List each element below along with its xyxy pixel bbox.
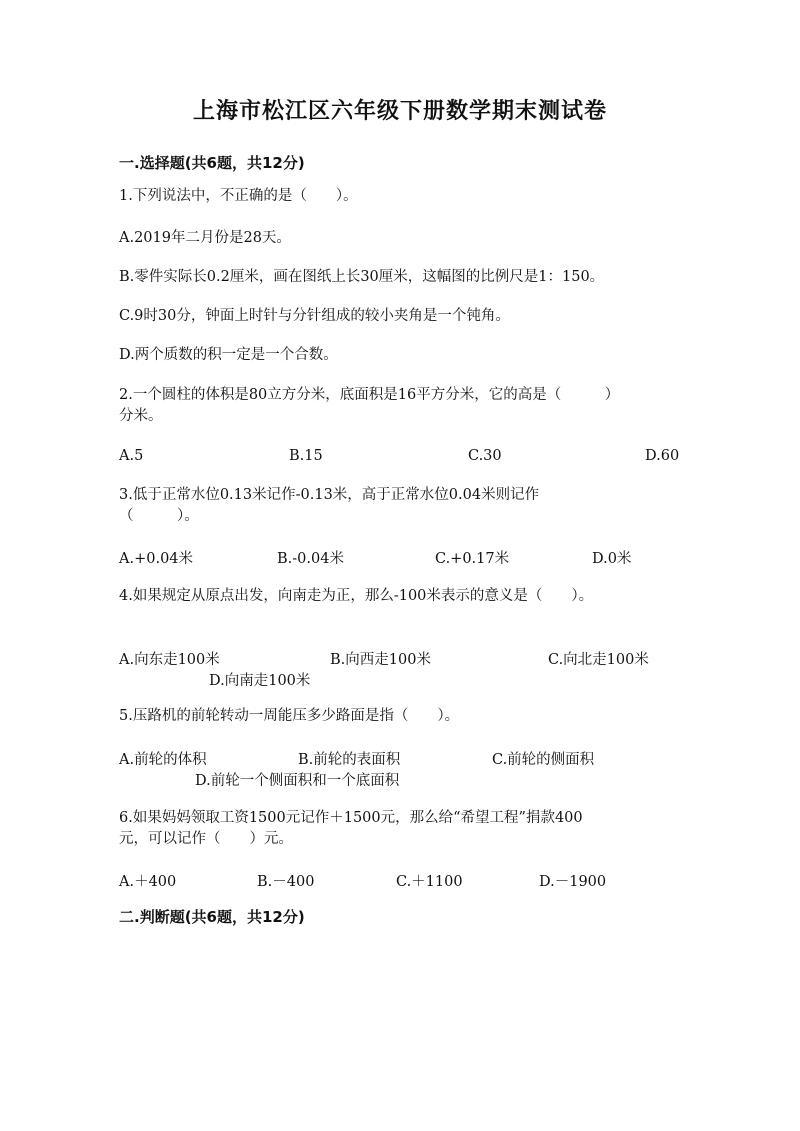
question-5-option-c: C.前轮的侧面积	[492, 752, 595, 768]
question-5-stem: 5.压路机的前轮转动一周能压多少路面是指（ ）。	[119, 708, 460, 724]
question-1-option-c: C.9时30分，钟面上时针与分针组成的较小夹角是一个钝角。	[119, 308, 510, 324]
question-4-option-a: A.向东走100米	[119, 652, 220, 668]
question-3-option-b: B.-0.04米	[277, 551, 344, 567]
question-2-option-b: B.15	[289, 448, 323, 464]
question-2-option-d: D.60	[645, 448, 680, 464]
question-4-option-b: B.向西走100米	[330, 652, 431, 668]
question-2-stem-line1: 2.一个圆柱的体积是80立方分米，底面积是16平方分米，它的高是（ ）	[119, 387, 620, 403]
question-4-option-d: D.向南走100米	[209, 673, 311, 689]
question-5-option-d: D.前轮一个侧面积和一个底面积	[195, 773, 400, 789]
question-4-stem: 4.如果规定从原点出发，向南走为正，那么-100米表示的意义是（ ）。	[119, 588, 594, 604]
question-6-option-b: B.－400	[257, 874, 315, 890]
question-4-option-c: C.向北走100米	[548, 652, 649, 668]
section-heading-judgement: 二.判断题(共6题，共12分)	[119, 908, 305, 926]
question-1-option-d: D.两个质数的积一定是一个合数。	[119, 347, 338, 363]
question-3-stem-line1: 3.低于正常水位0.13米记作-0.13米，高于正常水位0.04米则记作	[119, 487, 540, 503]
question-1-option-b: B.零件实际长0.2厘米，画在图纸上长30厘米，这幅图的比例尺是1：150。	[119, 269, 605, 285]
question-1-option-a: A.2019年二月份是28天。	[119, 230, 291, 246]
question-3-option-a: A.+0.04米	[119, 551, 194, 567]
question-3-option-d: D.0米	[592, 551, 632, 567]
question-1-stem: 1.下列说法中，不正确的是（ ）。	[119, 188, 358, 204]
question-2-option-a: A.5	[119, 448, 144, 464]
page-title: 上海市松江区六年级下册数学期末测试卷	[192, 99, 607, 124]
question-2-stem-line2: 分米。	[119, 408, 163, 424]
question-6-option-c: C.＋1100	[396, 874, 463, 890]
question-3-option-c: C.+0.17米	[435, 551, 510, 567]
question-6-option-a: A.＋400	[119, 874, 177, 890]
question-5-option-b: B.前轮的表面积	[298, 752, 401, 768]
question-6-option-d: D.－1900	[539, 874, 607, 890]
question-2-option-c: C.30	[468, 448, 502, 464]
question-3-stem-line2: （ ）。	[119, 508, 199, 524]
section-heading-choice: 一.选择题(共6题，共12分)	[119, 154, 305, 172]
question-6-stem-line2: 元，可以记作（ ）元。	[119, 831, 293, 847]
question-5-option-a: A.前轮的体积	[119, 752, 207, 768]
question-6-stem-line1: 6.如果妈妈领取工资1500元记作＋1500元，那么给“希望工程”捐款400	[119, 810, 583, 826]
